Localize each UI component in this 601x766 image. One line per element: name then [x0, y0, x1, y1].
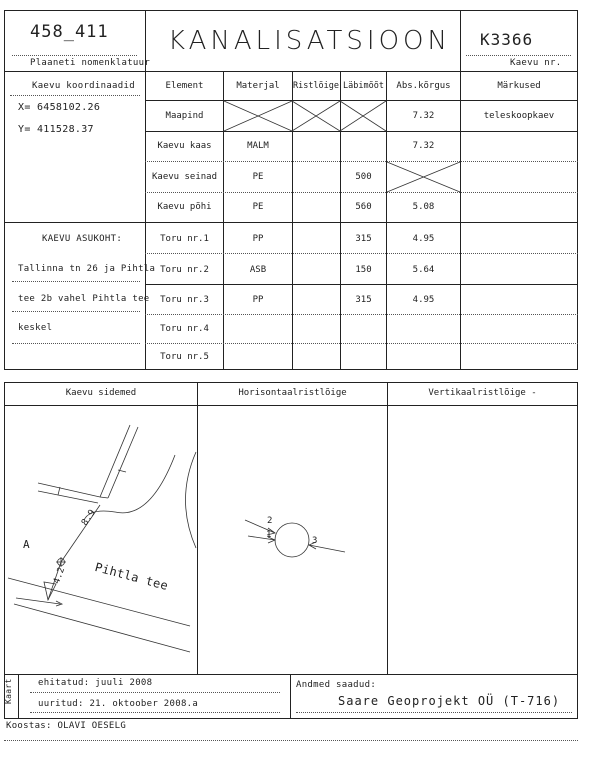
table-cell-element: Kaevu põhi: [157, 202, 212, 212]
table-cell-elevation: 5.08: [412, 202, 435, 212]
ties-label: Kaevu sidemed: [65, 388, 137, 398]
pipe-3-label: 3: [312, 536, 318, 546]
drawing-frame-top: [4, 382, 578, 383]
table-cell-diameter: 315: [355, 234, 372, 244]
table-cell-element: Toru nr.1: [160, 234, 209, 244]
drawing-header-bottom: [4, 405, 578, 406]
table-cell-diameter: 315: [355, 295, 372, 305]
header-col-divider-2: [460, 10, 461, 72]
table-cell-element: Toru nr.5: [160, 352, 209, 362]
table-header-element: Element: [165, 81, 204, 91]
author: Koostas: OLAVI OESELG: [6, 721, 127, 731]
table-col-divider: [223, 72, 224, 370]
table-cell-notes: teleskoopkaev: [483, 111, 555, 121]
measured-date: uuritud: 21. oktoober 2008.a: [38, 699, 199, 709]
table-header-bottom: [145, 100, 578, 101]
location-underline-3: [12, 343, 140, 344]
location-underline-1: [12, 281, 140, 282]
table-cell-material: PP: [252, 295, 264, 305]
tie-dimension-2: 4.2: [52, 565, 68, 586]
measured-underline: [30, 712, 280, 713]
data-source: Saare Geoprojekt OÜ (T-716): [338, 694, 561, 708]
plan-code: 458_411: [30, 22, 109, 42]
top-frame-right: [577, 10, 578, 370]
table-cell-material: MALM: [247, 141, 269, 151]
table-header-section: Ristlõige: [292, 81, 340, 91]
table-cell-material: PE: [252, 172, 264, 182]
plan-code-underline: [12, 55, 137, 56]
coord-x: X= 6458102.26: [18, 102, 101, 113]
table-row-line: [145, 343, 578, 344]
table-header-diameter: Läbimõõt: [343, 81, 384, 91]
footer-side-label: Kaart: [4, 678, 13, 704]
table-cell-elevation: 4.95: [412, 234, 435, 244]
pipe-2-label: 2: [267, 516, 273, 526]
coords-label-underline: [10, 95, 140, 96]
table-header-material: Materjal: [236, 81, 280, 91]
table-cell-element: Toru nr.3: [160, 295, 209, 305]
drawing-frame-left: [4, 382, 5, 718]
well-number-label: Kaevu nr.: [510, 58, 562, 68]
location-line-3: keskel: [18, 323, 53, 333]
location-label: KAEVU ASUKOHT:: [42, 234, 123, 244]
table-cell-elevation: 4.95: [412, 295, 435, 305]
table-col-divider: [340, 72, 341, 370]
location-line-1: Tallinna tn 26 ja Pihtla: [18, 264, 156, 274]
drawing-divider-2: [387, 382, 388, 674]
table-header-elevation: Abs.kõrgus: [396, 81, 451, 91]
table-cell-elevation: 7.32: [412, 111, 435, 121]
tie-dimension-1: 8.9: [80, 507, 99, 528]
plansheet-label: Plaaneti nomenklatuur: [30, 58, 151, 68]
horizontal-section-label: Horisontaalristlõige: [238, 388, 347, 398]
table-col-divider: [292, 72, 293, 370]
data-source-label: Andmed saadud:: [296, 680, 377, 690]
coord-y: Y= 411528.37: [18, 124, 94, 135]
table-row-line: [145, 161, 578, 162]
table-row-line: [145, 284, 578, 285]
table-cell-elevation: 5.64: [412, 265, 435, 275]
vertical-section-label: Vertikaalristlõige -: [428, 388, 537, 398]
table-row-line: [145, 314, 578, 315]
table-cell-element: Kaevu seinad: [151, 172, 218, 182]
table-cell-element: Maapind: [165, 111, 204, 121]
table-row-line: [145, 222, 578, 223]
point-a-label: A: [23, 538, 30, 551]
footer-side-divider: [18, 674, 19, 718]
drawing-frame-right: [577, 382, 578, 718]
well-number-underline: [466, 55, 571, 56]
footer-top-line: [4, 674, 578, 675]
table-cell-material: PP: [252, 234, 264, 244]
table-cell-material: PE: [252, 202, 264, 212]
table-cell-diameter: 150: [355, 265, 372, 275]
table-cell-diameter: 560: [355, 202, 372, 212]
created-underline: [30, 692, 280, 693]
table-cell-material: ASB: [249, 265, 267, 275]
table-header-notes: Märkused: [497, 81, 541, 91]
coords-label: Kaevu koordinaadid: [32, 81, 135, 91]
data-source-underline: [296, 712, 572, 713]
page-title: KANALISATSIOON: [168, 26, 451, 56]
top-frame-left: [4, 10, 5, 370]
table-cell-element: Toru nr.4: [160, 324, 209, 334]
location-underline-2: [12, 311, 140, 312]
table-row-line: [145, 192, 578, 193]
footer-divider: [290, 674, 291, 718]
location-line-2: tee 2b vahel Pihtla tee: [18, 294, 150, 304]
table-row-line: [145, 131, 578, 132]
location-top-line: [4, 222, 145, 223]
top-frame-top: [4, 10, 578, 11]
well-number: K3366: [480, 30, 534, 49]
top-frame-bottom: [4, 369, 578, 370]
footer-bottom-line: [4, 718, 578, 719]
author-underline: [4, 740, 578, 741]
table-row-line: [145, 253, 578, 254]
table-cell-element: Kaevu kaas: [157, 141, 212, 151]
table-cell-diameter: 500: [355, 172, 372, 182]
header-bottom-line: [4, 71, 578, 72]
table-cell-element: Toru nr.2: [160, 265, 209, 275]
pipe-1-label: 1: [266, 530, 272, 540]
table-cell-elevation: 7.32: [412, 141, 435, 151]
created-date: ehitatud: juuli 2008: [38, 678, 153, 688]
drawing-divider-1: [197, 382, 198, 674]
street-label: Pihtla tee: [93, 560, 170, 593]
